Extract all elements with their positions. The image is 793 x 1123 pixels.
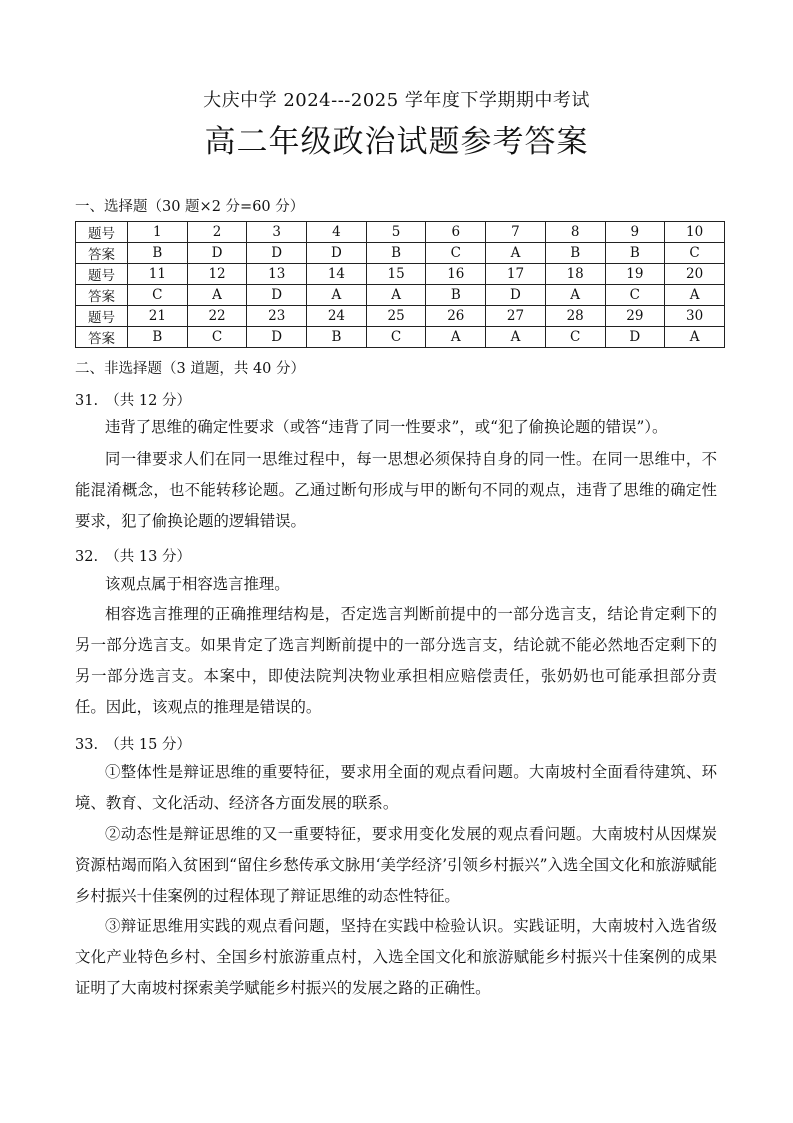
answer-cell: B: [605, 243, 665, 264]
answer-cell: D: [307, 243, 367, 264]
exam-subtitle: 大庆中学 2024---2025 学年度下学期期中考试: [203, 90, 590, 111]
answer-cell: A: [486, 327, 546, 348]
question-number-cell: 22: [187, 306, 247, 327]
answer-cell: B: [307, 327, 367, 348]
table-answer-row: [76, 327, 725, 348]
answer-cell: D: [187, 243, 247, 264]
question-number-cell: 15: [366, 264, 426, 285]
section-1-heading: 一、选择题（30 题×2 分=60 分）: [75, 199, 305, 215]
question-number-cell: 3: [247, 222, 307, 243]
question-31-answer-line: 违背了思维的确定性要求（或答“违背了同一性要求”，或“犯了偷换论题的错误”）。: [105, 418, 668, 436]
answer-cell: B: [545, 243, 605, 264]
question-number-cell: 24: [307, 306, 367, 327]
question-number-cell: 17: [486, 264, 546, 285]
answer-cell: A: [366, 285, 426, 306]
answer-cell: D: [247, 327, 307, 348]
question-number-cell: 30: [665, 306, 725, 327]
question-number-cell: 12: [187, 264, 247, 285]
question-33-point-3: ③辩证思维用实践的观点看问题，坚持在实践中检验认识。实践证明，大南坡村入选省级文化产业特色乡村、全国乡村旅游重点村，入选全国文化和旅游赋能乡村振兴十佳案例的成果证明了大南坡村探索美学赋能乡村振兴的发展之路的正确性。: [75, 917, 717, 997]
answer-cell: A: [307, 285, 367, 306]
question-number-cell: 11: [128, 264, 188, 285]
section-2-heading: 二、非选择题（3 道题，共 40 分）: [75, 361, 306, 377]
table-number-row: [76, 222, 725, 243]
question-number-cell: 13: [247, 264, 307, 285]
question-number-cell: 4: [307, 222, 367, 243]
question-number-cell: 25: [366, 306, 426, 327]
row-header-cell: 答案: [76, 285, 128, 306]
question-33-point-1: ①整体性是辩证思维的重要特征，要求用全面的观点看问题。大南坡村全面看待建筑、环境、教育、文化活动、经济各方面发展的联系。: [75, 763, 717, 812]
question-33-label: 33. （共 15 分）: [75, 737, 191, 753]
answer-cell: C: [128, 285, 188, 306]
question-31-label: 31. （共 12 分）: [75, 393, 191, 409]
question-32-label: 32. （共 13 分）: [75, 549, 191, 565]
answer-cell: D: [247, 285, 307, 306]
answer-cell: C: [426, 243, 486, 264]
question-33-point-2: ②动态性是辩证思维的又一重要特征，要求用变化发展的观点看问题。大南坡村从因煤炭资源枯竭而陷入贫困到“留住乡愁传承文脉用‘美学经济’引领乡村振兴”入选全国文化和旅游赋能乡村振兴十佳案例的过程体现了辩证思维的动态性特征。: [75, 825, 717, 905]
question-number-cell: 19: [605, 264, 665, 285]
question-number-cell: 23: [247, 306, 307, 327]
row-header-cell: 题号: [76, 264, 128, 285]
page-title: 高二年级政治试题参考答案: [204, 124, 589, 160]
answer-cell: C: [366, 327, 426, 348]
question-number-cell: 14: [307, 264, 367, 285]
answer-cell: D: [605, 327, 665, 348]
question-number-cell: 18: [545, 264, 605, 285]
question-32-explanation: 相容选言推理的正确推理结构是，否定选言判断前提中的一部分选言支，结论肯定剩下的另一部分选言支。如果肯定了选言判断前提中的一部分选言支，结论就不能必然地否定剩下的另一部分选言支。本案中，即使法院判决物业承担相应赔偿责任，张奶奶也可能承担部分责任。因此，该观点的推理是错误的。: [75, 605, 717, 716]
answer-cell: A: [426, 327, 486, 348]
question-31-explanation: 同一律要求人们在同一思维过程中，每一思想必须保持自身的同一性。在同一思维中，不能混淆概念，也不能转移论题。乙通过断句形成与甲的断句不同的观点，违背了思维的确定性要求，犯了偷换论题的逻辑错误。: [75, 450, 717, 530]
table-number-row: [76, 264, 725, 285]
answer-cell: A: [486, 243, 546, 264]
answer-cell: D: [247, 243, 307, 264]
row-header-cell: 题号: [76, 306, 128, 327]
answer-cell: A: [665, 285, 725, 306]
answer-cell: B: [128, 243, 188, 264]
question-number-cell: 7: [486, 222, 546, 243]
question-number-cell: 28: [545, 306, 605, 327]
question-number-cell: 20: [665, 264, 725, 285]
question-number-cell: 8: [545, 222, 605, 243]
answer-cell: C: [187, 327, 247, 348]
row-header-cell: 题号: [76, 222, 128, 243]
answer-cell: C: [545, 327, 605, 348]
answer-cell: C: [665, 243, 725, 264]
table-number-row: [76, 306, 725, 327]
table-answer-row: [76, 243, 725, 264]
question-number-cell: 10: [665, 222, 725, 243]
question-number-cell: 16: [426, 264, 486, 285]
answer-cell: A: [665, 327, 725, 348]
question-32-answer-line: 该观点属于相容选言推理。: [105, 575, 290, 593]
answer-cell: B: [128, 327, 188, 348]
question-number-cell: 5: [366, 222, 426, 243]
question-number-cell: 29: [605, 306, 665, 327]
table-answer-row: [76, 285, 725, 306]
question-number-cell: 9: [605, 222, 665, 243]
question-number-cell: 21: [128, 306, 188, 327]
question-number-cell: 27: [486, 306, 546, 327]
answer-cell: A: [545, 285, 605, 306]
row-header-cell: 答案: [76, 243, 128, 264]
question-number-cell: 6: [426, 222, 486, 243]
answer-cell: A: [187, 285, 247, 306]
question-number-cell: 1: [128, 222, 188, 243]
answer-cell: D: [486, 285, 546, 306]
choice-answer-table: [75, 221, 725, 348]
question-number-cell: 26: [426, 306, 486, 327]
question-number-cell: 2: [187, 222, 247, 243]
answer-cell: B: [366, 243, 426, 264]
answer-cell: C: [605, 285, 665, 306]
row-header-cell: 答案: [76, 327, 128, 348]
answer-cell: B: [426, 285, 486, 306]
